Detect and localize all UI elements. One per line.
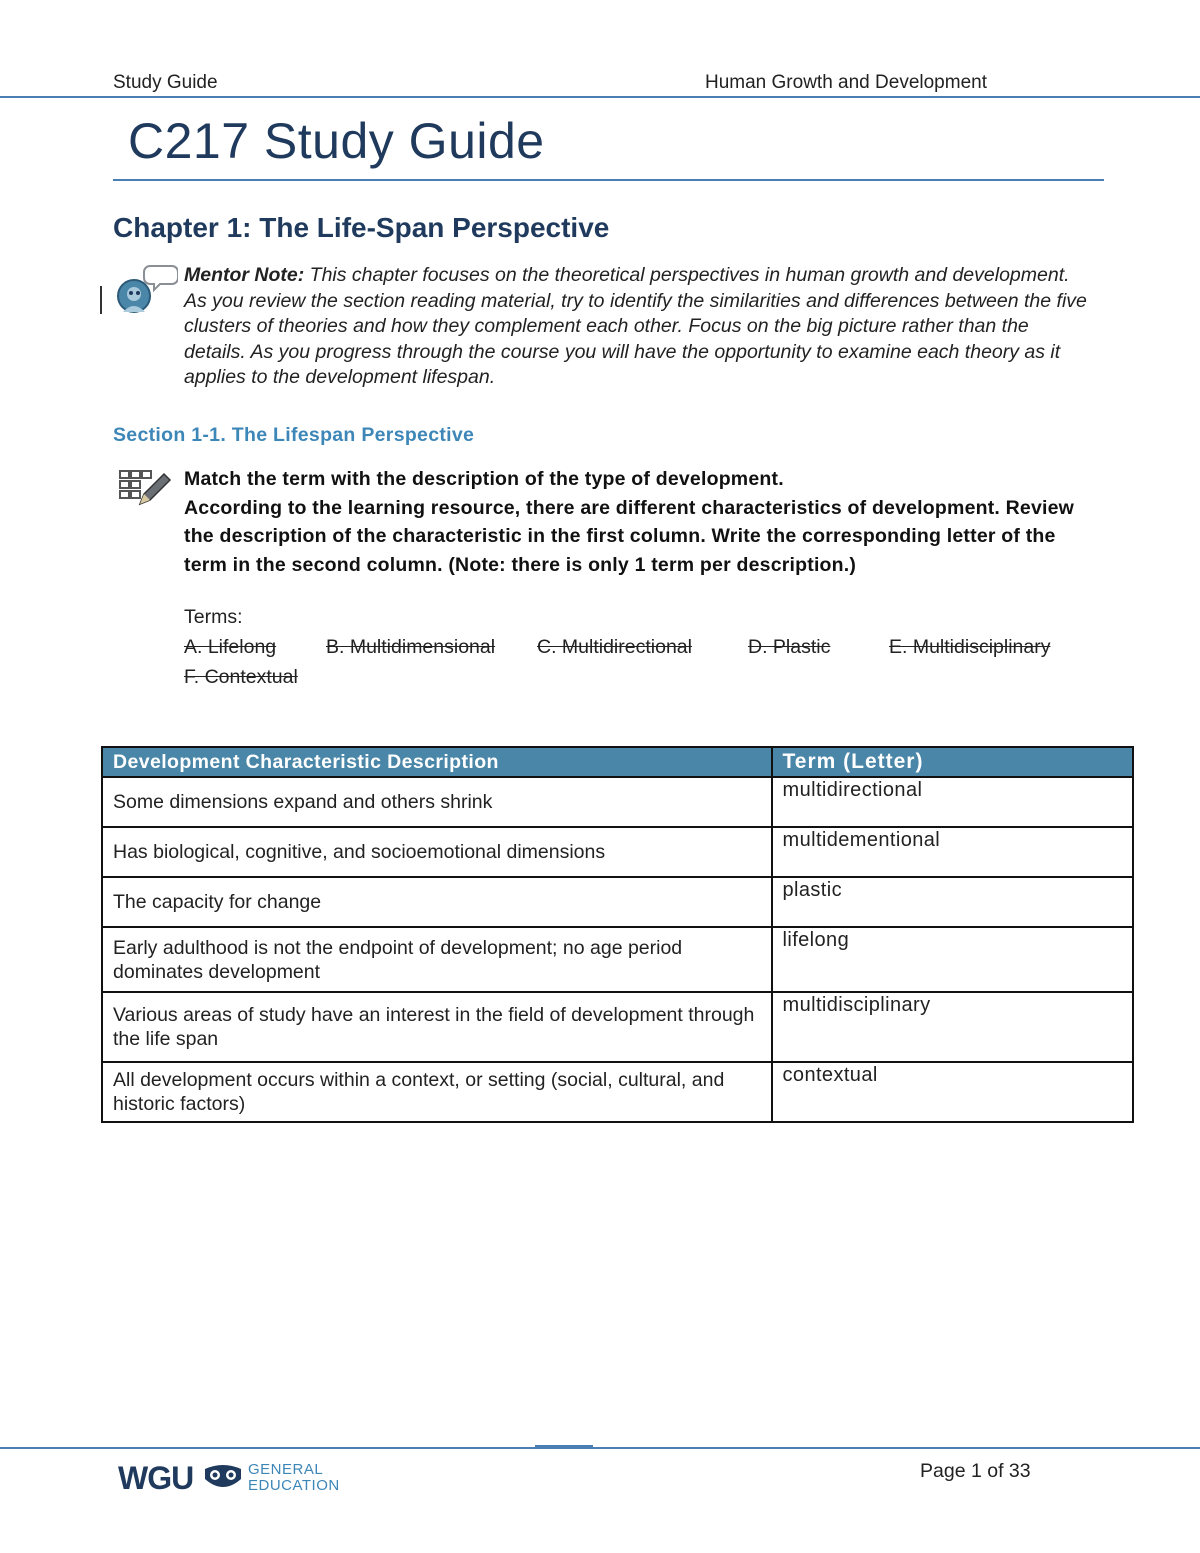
page-number: Page 1 of 33 [920,1460,1031,1482]
table-row [102,927,1133,992]
header-left: Study Guide [113,72,218,93]
logo-line: GENERAL [248,1461,324,1478]
table-row [102,827,1133,877]
mentor-note-label: Mentor Note: [184,264,305,286]
row-description: Has biological, cognitive, and socioemotional dimensions [102,827,772,877]
development-table [101,746,1134,1123]
footer-mark [535,1445,593,1449]
row-description: Early adulthood is not the endpoint of development; no age period dominates development [102,927,772,992]
header-right: Human Growth and Development [705,72,987,93]
term-item: C. Multidirectional [537,636,692,658]
term-item: B. Multidimensional [326,636,496,658]
term-item: E. Multidisciplinary [889,636,1051,658]
row-term-answer[interactable]: multidementional [772,827,1133,877]
logo-line: EDUCATION [248,1477,340,1494]
table-row [102,877,1133,927]
table-row [102,1062,1133,1122]
row-term-answer[interactable]: plastic [772,877,1133,927]
row-description: The capacity for change [102,877,772,927]
term-item: A. Lifelong [184,636,277,658]
column-header-term: Term (Letter) [772,747,1133,777]
row-description: Various areas of study have an interest in the field of development through the life span [102,992,772,1062]
mentor-note-text: This chapter focuses on the theoretical perspectives in human growth and development. As you review the section reading material, try to identify the similarities and differences between the five clusters of theories and how they complement each other. Focus on the big picture rather than the details. As you progress through the course you will have the opportunity to examine each theory as it applies to the development lifespan. [184,264,1087,388]
chapter-title: Chapter 1: The Life-Span Perspective [113,212,610,243]
mentor-icon [114,262,178,322]
row-term-answer[interactable]: multidirectional [772,777,1133,827]
section-title: Section 1-1. The Lifespan Perspective [113,424,475,446]
terms-label: Terms: [184,606,243,628]
activity-icon [118,468,172,510]
row-description: All development occurs within a context, or setting (social, cultural, and historic factors) [102,1062,772,1122]
table-row [102,992,1133,1062]
general-education-logo [248,1462,340,1494]
term-item: D. Plastic [748,636,831,658]
row-description: Some dimensions expand and others shrink [102,777,772,827]
page-title: C217 Study Guide [128,113,545,169]
row-term-answer[interactable]: multidisciplinary [772,992,1133,1062]
header-rule [0,96,1200,98]
mentor-note [184,263,1094,391]
text-cursor [100,286,102,314]
title-rule [113,179,1104,181]
row-term-answer[interactable]: contextual [772,1062,1133,1122]
instruction-line: Match the term with the description of the type of development. [184,468,784,490]
column-header-description: Development Characteristic Description [102,747,772,777]
instruction-line: According to the learning resource, there are different characteristics of development. Review the description of the characteristic in the first column. Write the corresponding letter of the term in the second column. (Note: there is only 1 term per description.) [184,496,1075,576]
footer-rule [0,1447,1200,1449]
instructions [184,465,1104,579]
table-header-row [102,747,1133,777]
owl-logo-icon [202,1463,244,1491]
row-term-answer[interactable]: lifelong [772,927,1133,992]
wgu-logo: WGU [118,1460,194,1496]
term-item: F. Contextual [184,666,298,688]
table-row [102,777,1133,827]
